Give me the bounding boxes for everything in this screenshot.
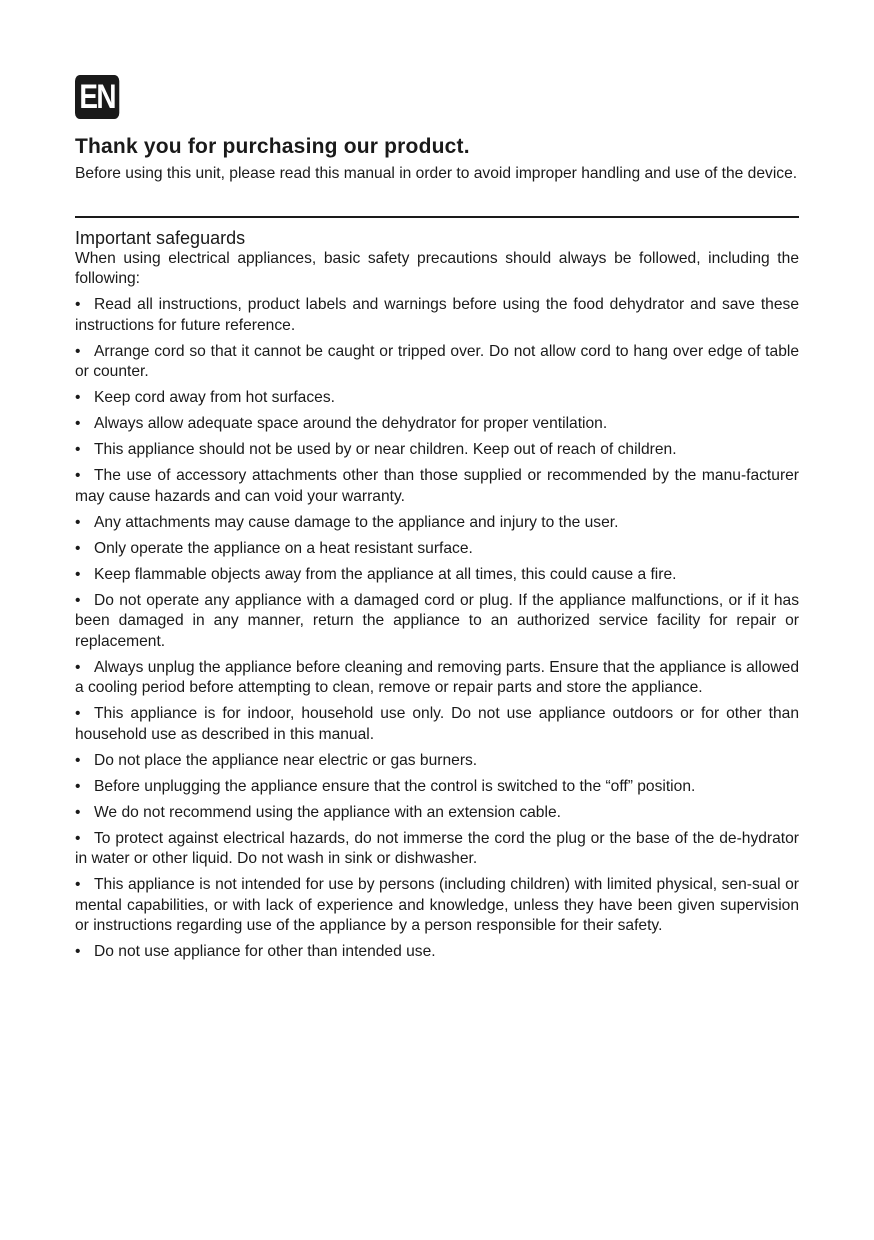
- list-item-text: We do not recommend using the appliance with an extension cable.: [94, 803, 561, 821]
- section-intro: When using electrical appliances, basic safety precautions should always be followed, including the following:: [75, 249, 799, 287]
- list-item-text: Any attachments may cause damage to the appliance and injury to the user.: [94, 513, 619, 531]
- list-item-text: The use of accessory attachments other than those supplied or recommended by the manu-facturer may cause hazards and can void your warranty.: [75, 467, 799, 505]
- bullet: •: [75, 342, 81, 360]
- list-item-text: Always allow adequate space around the dehydrator for proper ventilation.: [94, 415, 608, 432]
- list-item: [75, 295, 799, 336]
- language-badge: EN: [75, 75, 119, 119]
- list-item: [75, 829, 799, 870]
- section-divider: [75, 216, 799, 218]
- bullet: •: [75, 467, 81, 484]
- list-item: [75, 342, 799, 383]
- language-badge-wrapper: [75, 75, 799, 119]
- list-item: [75, 704, 799, 745]
- list-item: [75, 513, 799, 534]
- bullet: •: [75, 565, 81, 583]
- list-item-text: This appliance is not intended for use by persons (including children) with limited physical, sen-sual or mental capabilities, or with lack of experience and knowledge, unless they have been given supervision or instructions regarding use of the appliance by a person responsible for their safety.: [75, 876, 799, 934]
- bullet: •: [75, 296, 81, 313]
- safeguards-list: [75, 295, 799, 963]
- bullet: •: [75, 658, 81, 676]
- list-item: [75, 942, 799, 963]
- bullet: •: [75, 803, 81, 821]
- bullet: •: [75, 415, 81, 432]
- list-item-text: To protect against electrical hazards, do not immerse the cord the plug or the base of the de-hydrator in water or other liquid. Do not wash in sink or dishwasher.: [75, 829, 799, 867]
- bullet: •: [75, 943, 81, 960]
- list-item: [75, 539, 799, 560]
- list-item-text: Do not operate any appliance with a damaged cord or plug. If the appliance malfunctions, or if it has been damaged in any manner, return the appliance to an authorized service facility for repair or replacement.: [75, 591, 799, 650]
- list-item: [75, 440, 799, 461]
- list-item: [75, 875, 799, 937]
- list-item-text: Keep flammable objects away from the appliance at all times, this could cause a fire.: [94, 565, 677, 583]
- list-item: [75, 803, 799, 824]
- list-item: [75, 565, 799, 586]
- bullet: •: [75, 441, 81, 458]
- list-item-text: This appliance should not be used by or near children. Keep out of reach of children.: [94, 441, 677, 458]
- list-item-text: Keep cord away from hot surfaces.: [94, 389, 335, 406]
- intro-paragraph: Before using this unit, please read this manual in order to avoid improper handling and use of the device.: [75, 165, 798, 182]
- bullet: •: [75, 777, 81, 795]
- list-item-text: Do not use appliance for other than intended use.: [94, 943, 436, 960]
- bullet: •: [75, 829, 81, 847]
- list-item: [75, 658, 799, 699]
- list-item-text: Read all instructions, product labels and warnings before using the food dehydrator and save these instructions for future reference.: [75, 296, 799, 334]
- list-item: [75, 591, 799, 653]
- list-item-text: Arrange cord so that it cannot be caught or tripped over. Do not allow cord to hang over edge of table or counter.: [75, 342, 799, 380]
- section-title: Important safeguards: [75, 227, 246, 248]
- bullet: •: [75, 591, 81, 609]
- bullet: •: [75, 705, 81, 722]
- list-item: [75, 466, 799, 507]
- list-item-text: Only operate the appliance on a heat resistant surface.: [94, 539, 473, 557]
- list-item: [75, 388, 799, 409]
- bullet: •: [75, 513, 81, 531]
- list-item: [75, 777, 799, 798]
- page-title: Thank you for purchasing our product.: [75, 135, 470, 158]
- list-item-text: Before unplugging the appliance ensure that the control is switched to the “off” position.: [94, 777, 696, 795]
- list-item-text: Do not place the appliance near electric or gas burners.: [94, 751, 478, 769]
- bullet: •: [75, 389, 81, 406]
- list-item-text: This appliance is for indoor, household use only. Do not use appliance outdoors or for other than household use as described in this manual.: [75, 705, 799, 743]
- list-item: [75, 414, 799, 435]
- bullet: •: [75, 876, 81, 893]
- list-item: [75, 751, 799, 772]
- bullet: •: [75, 539, 81, 557]
- list-item-text: Always unplug the appliance before cleaning and removing parts. Ensure that the appliance is allowed a cooling period before attempting to clean, remove or repair parts and store the appliance.: [75, 658, 799, 696]
- bullet: •: [75, 751, 81, 769]
